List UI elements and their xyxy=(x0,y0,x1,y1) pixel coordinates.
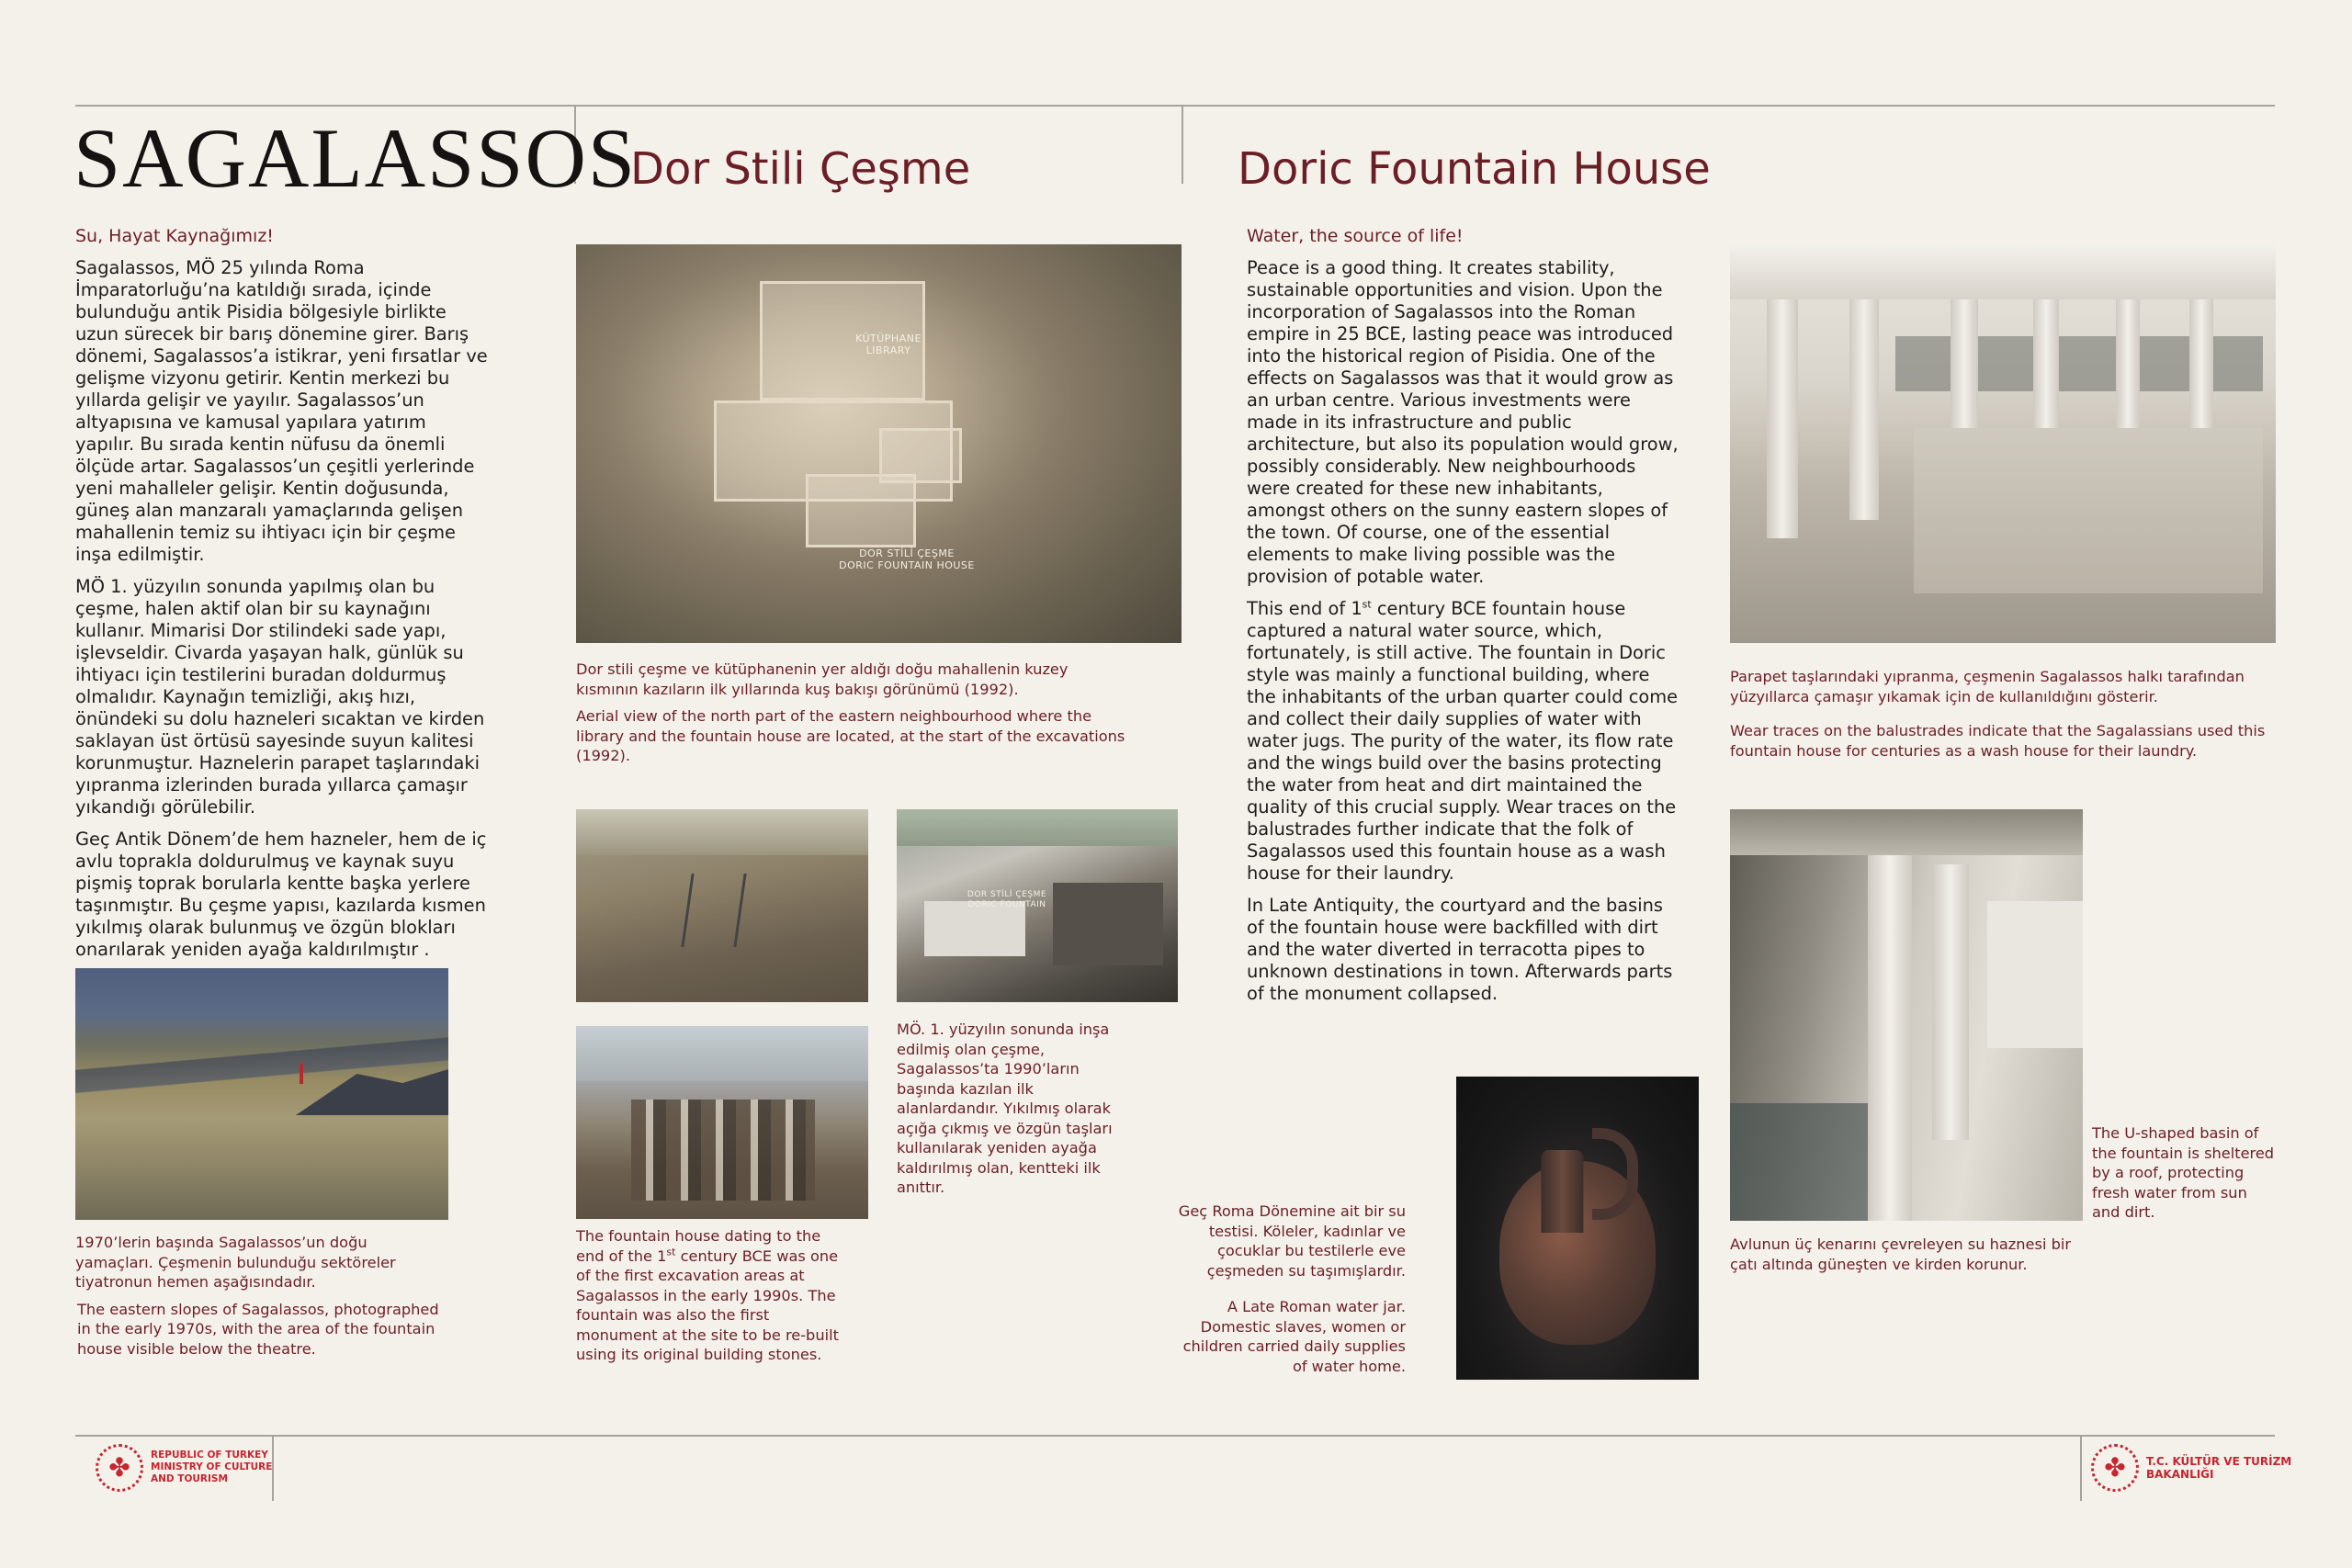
paragraph-text: This end of 1 xyxy=(1247,598,1363,619)
caption-dig-en xyxy=(576,1226,852,1365)
superscript: st xyxy=(1362,598,1372,611)
caption-text: century BCE was one of the first excavation areas at Sagalassos in the early 1990s. The fountain was also the first monument at the site to be re-built using its original building stones. xyxy=(576,1247,839,1363)
marker-icon xyxy=(300,1064,303,1084)
ministry-logo-text-en: REPUBLIC OF TURKEY MINISTRY OF CULTURE AND TOURISM xyxy=(151,1450,273,1484)
ministry-emblem-icon xyxy=(96,1444,143,1492)
paragraph: Geç Antik Dönem’de hem hazneler, hem de iç avlu toprakla doldurulmuş ve kaynak suyu pişmiş toprak borularla kentte başka yerlere taşınmıştır. Bu çeşme yapısı, kazılarda kısmen yıkılmış olarak bulunmuş ve özgün blokları onarılarak yeniden ayağa kaldırılmıştır . xyxy=(75,829,487,960)
bottom-rule xyxy=(75,1435,2275,1437)
paragraph xyxy=(1247,598,1679,885)
title-en: Doric Fountain House xyxy=(1238,143,1711,195)
caption-tr: Dor stili çeşme ve kütüphanenin yer aldığı doğu mahallenin kuzey kısmının kazıların ilk yıllarında kuş bakışı görünümü (1992). xyxy=(576,660,1069,698)
photo-excavation-blocks xyxy=(897,809,1178,1002)
photo-aerial-view xyxy=(576,244,1182,643)
lead-en: Water, the source of life! xyxy=(1247,226,1464,246)
lead-tr: Su, Hayat Kaynağımız! xyxy=(75,226,274,246)
footer-divider xyxy=(2080,1437,2082,1501)
caption-en: Wear traces on the balustrades indicate that the Sagalassians used this fountain house for centuries as a wash house for their laundry. xyxy=(1730,722,2266,760)
photo-water-jar xyxy=(1456,1077,1699,1380)
photo-fountain-basin xyxy=(1730,244,2276,643)
caption-dig-tr: MÖ. 1. yüzyılın sonunda inşa edilmiş olan çeşme, Sagalassos’ta 1990’ların başında kazılan ilk alanlardandır. Yıkılmış olarak açığa çıkmış ve özgün taşları kullanılarak yeniden ayağa kaldırılmış olan, kentteki ilk anıttır. xyxy=(897,1021,1113,1196)
photo-roofed-basin xyxy=(1730,809,2083,1221)
paragraph: Sagalassos, MÖ 25 yılında Roma İmparatorluğu’na katıldığı sırada, içinde bulunduğu antik Pisidia bölgesiyle birlikte uzun sürecek bir barış dönemine girer. Barış dönemi, Sagalassos’a istikrar, yeni fırsatlar ve gelişme vizyonu getirir. Kentin merkezi bu yıllarda gelişir ve yayılır. Sagalassos’un altyapısına ve kamusal yapılara yatırım yapılır. Bu sırada kentin nüfusu da önemli ölçüde artar. Sagalassos’un çeşitli yerlerinde yeni mahalleler gelişir. Kentin doğusunda, güneş alan manzaralı yamaçlarında gelişen mahallenin temiz su ihtiyacı için bir çeşme inşa edilmiştir. xyxy=(75,257,488,565)
label-library: KÜTÜPHANE LIBRARY xyxy=(855,333,922,356)
photo-eastern-slopes xyxy=(75,968,448,1220)
caption-roof-en: The U-shaped basin of the fountain is sheltered by a roof, protecting fresh water from sun and dirt. xyxy=(2092,1124,2275,1221)
superscript: st xyxy=(666,1246,676,1258)
label-fountain: DOR STİLİ ÇEŞME DORIC FOUNTAIN HOUSE xyxy=(839,547,975,571)
body-tr xyxy=(75,257,489,971)
main-title: SAGALASSOS xyxy=(74,111,638,205)
title-tr: Dor Stili Çeşme xyxy=(630,143,971,195)
ministry-logo-text-tr: T.C. KÜLTÜR VE TURİZM BAKANLIĞI xyxy=(2146,1455,2292,1481)
caption-tr: Geç Roma Dönemine ait bir su testisi. Köleler, kadınlar ve çocuklar bu testilerle eve çeşmeden su taşımışlardır. xyxy=(1178,1202,1406,1280)
photo-workers xyxy=(576,1026,868,1219)
paragraph: MÖ 1. yüzyılın sonunda yapılmış olan bu çeşme, halen aktif olan bir su kaynağını kullanır. Mimarisi Dor stilindeki sade yapı, işlevseldir. Civarda yaşayan halk, günlük su ihtiyacı için testilerini buradan doldurmuş olmalıdır. Kaynağın temizliği, akış hızı, önündeki su dolu hazneleri sıcaktan ve kirden saklayan üst örtüsü sayesinde suyun kalitesi korunmuştur. Haznelerin parapet taşlarındaki yıpranma izlerinden burada yıllarca çamaşır yıkandığı görülebilir. xyxy=(75,576,485,818)
caption-jar xyxy=(1176,1201,1406,1383)
caption-text: The fountain house dating to the end of the 1 xyxy=(576,1227,821,1265)
caption-slope xyxy=(75,1233,443,1366)
caption-aerial xyxy=(576,660,1127,773)
body-en xyxy=(1247,257,1679,1015)
label-dig: DOR STİLİ ÇEŞME DORIC FOUNTAIN xyxy=(967,890,1047,909)
photo-excavation xyxy=(576,809,868,1002)
caption-en: The eastern slopes of Sagalassos, photographed in the early 1970s, with the area of the fountain house visible below the theatre. xyxy=(77,1300,439,1358)
caption-basin xyxy=(1730,667,2272,768)
caption-en: Aerial view of the north part of the eastern neighbourhood where the library and the fountain house are located, at the start of the excavations (1992). xyxy=(576,707,1125,764)
ministry-emblem-icon xyxy=(2091,1444,2139,1492)
divider-line xyxy=(1182,107,1183,184)
caption-tr: 1970’lerin başında Sagalassos’un doğu yamaçları. Çeşmenin bulunduğu sektöreler tiyatronun hemen aşağısındadır. xyxy=(75,1234,396,1291)
paragraph-text: century BCE fountain house captured a natural water source, which, fortunately, is still active. The fountain in Doric style was mainly a functional building, where the inhabitants of the urban quarter could come and collect their daily supplies of water with water jugs. The purity of the water, its flow rate and the wings build over the basins protecting the water from heat and dirt maintained the quality of this crucial supply. Wear traces on the balustrades further indicate that the folk of Sagalassos used this fountain house as a wash house for their laundry. xyxy=(1247,598,1679,884)
top-rule xyxy=(75,105,2275,107)
caption-tr: Parapet taşlarındaki yıpranma, çeşmenin Sagalassos halkı tarafından yüzyıllarca çamaşır yıkamak için de kullanıldığını gösterir. xyxy=(1730,668,2245,705)
caption-roof-tr: Avlunun üç kenarını çevreleyen su haznesi bir çatı altında güneşten ve kirden korunur. xyxy=(1730,1235,2072,1273)
caption-en: A Late Roman water jar. Domestic slaves, women or children carried daily supplies of water home. xyxy=(1182,1298,1406,1375)
paragraph: In Late Antiquity, the courtyard and the basins of the fountain house were backfilled with dirt and the water diverted in terracotta pipes to unknown destinations in town. Afterwards parts of the monument collapsed. xyxy=(1247,895,1673,1004)
paragraph: Peace is a good thing. It creates stability, sustainable opportunities and vision. Upon the incorporation of Sagalassos into the Roman empire in 25 BCE, lasting peace was introduced into the historical region of Pisidia. One of the effects on Sagalassos was that it would grow as an urban centre. Various investments were made in its infrastructure and public architecture, but also its population would grow, possibly considerably. New neighbourhoods were created for these new inhabitants, amongst others on the sunny eastern slopes of the town. Of course, one of the essential elements to make living possible was the provision of potable water. xyxy=(1247,257,1679,587)
